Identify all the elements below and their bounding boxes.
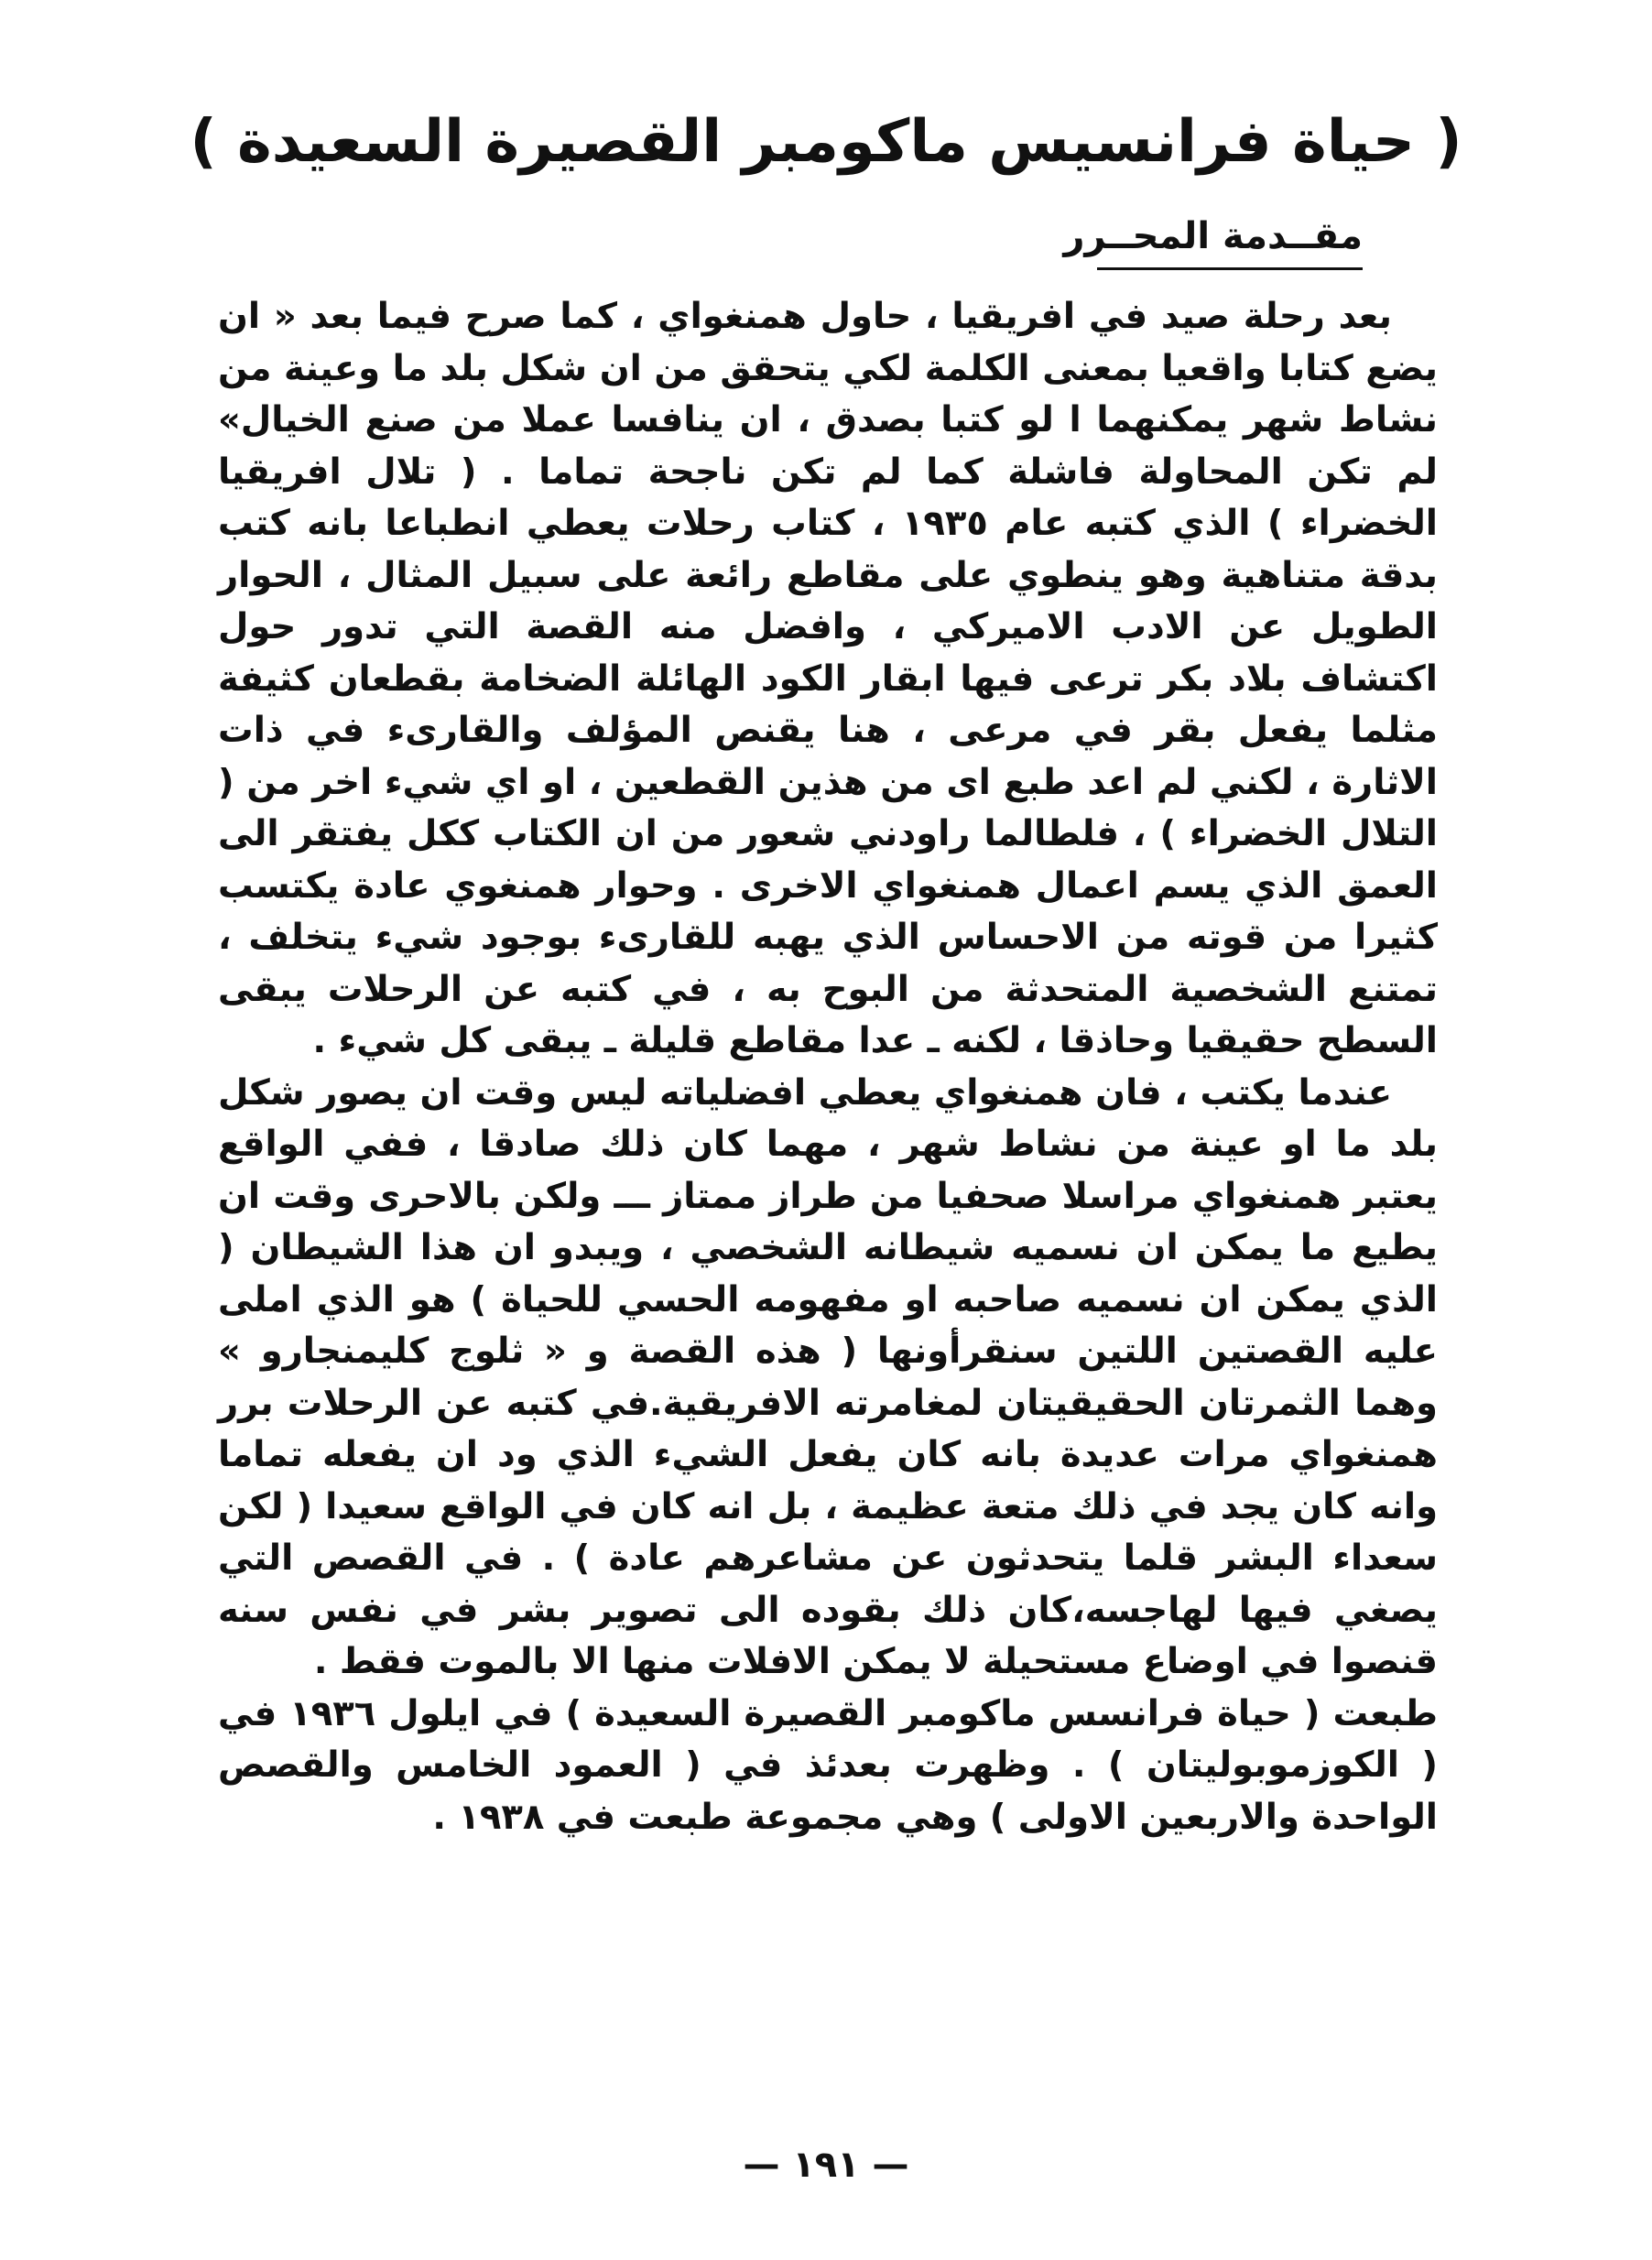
paragraph-3: طبعت ( حياة فرانسس ماكومبر القصيرة السعيدة ) في ايلول ١٩٣٦ في ( الكوزموبوليتان ) . وظهرت بعدئذ في ( العمود الخامس والقصص الواحدة والاربعين الاولى ) وهي مجموعة طبعت في ١٩٣٨ .	[218, 1692, 1438, 1838]
editor-introduction-heading: مقــدمة المحــرر	[1063, 215, 1363, 257]
body-text	[218, 291, 1438, 1843]
page-number: — ١٩١ —	[743, 2144, 909, 2186]
heading-underline	[1097, 267, 1363, 270]
paragraph-1: بعد رحلة صيد في افريقيا ، حاول همنغواي ، كما صرح فيما بعد « ان يضع كتابا واقعيا بمعنى الكلمة لكي يتحقق من ان شكل بلد ما وعينة من نشاط شهر يمكنهما ا لو كتبا بصدق ، ان ينافسا عملا من صنع الخيال» لم تكن المحاولة فاشلة كما لم تكن ناجحة تماما . ( تلال افريقيا الخضراء ) الذي كتبه عام ١٩٣٥ ، كتاب رحلات يعطي انطباعا بانه كتب بدقة متناهية وهو ينطوي على مقاطع رائعة على سبيل المثال ، الحوار الطويل عن الادب الاميركي ، وافضل منه القصة التي تدور حول اكتشاف بلاد بكر ترعى فيها ابقار الكود الهائلة الضخامة بقطعان كثيفة مثلما يفعل بقر في مرعى ، هنا يقنص المؤلف والقارىء في ذات الاثارة ، لكني لم اعد طبع اى من هذين القطعين ، او اي شيء اخر من ( التلال الخضراء ) ، فلطالما راودني شعور من ان الكتاب ككل يفتقر الى العمق الذي يسم اعمال همنغواي الاخرى . وحوار همنغوي عادة يكتسب كثيرا من قوته من الاحساس الذي يهبه للقارىء بوجود شيء يتخلف ، تمتنع الشخصية المتحدثة من البوح به ، في كتبه عن الرحلات يبقى السطح حقيقيا وحاذقا ، لكنه ـ عدا مقاطع قليلة ـ يبقى كل شيء .	[218, 296, 1438, 1061]
page-title: ( حياة فرانسيس ماكومبر القصيرة السعيدة )	[190, 108, 1462, 176]
paragraph-2: عندما يكتب ، فان همنغواي يعطي افضلياته ليس وقت ان يصور شكل بلد ما او عينة من نشاط شهر ، مهما كان ذلك صادقا ، ففي الواقع يعتبر همنغواي مراسلا صحفيا من طراز ممتاز ـــ ولكن بالاحرى وقت ان يطيع ما يمكن ان نسميه شيطانه الشخصي ، ويبدو ان هذا الشيطان ( الذي يمكن ان نسميه صاحبه او مفهومه الحسي للحياة ) هو الذي املى عليه القصتين اللتين سنقرأونها ( هذه القصة و « ثلوج كليمنجارو » وهما الثمرتان الحقيقيتان لمغامرته الافريقية.في كتبه عن الرحلات برر همنغواي مرات عديدة بانه كان يفعل الشيء الذي ود ان يفعله تماما وانه كان يجد في ذلك متعة عظيمة ، بل انه كان في الواقع سعيدا ( لكن سعداء البشر قلما يتحدثون عن مشاعرهم عادة ) . في القصص التي يصغي فيها لهاجسه،كان ذلك بقوده الى تصوير بشر في نفس سنه قنصوا في اوضاع مستحيلة لا يمكن الافلات منها الا بالموت فقط .	[218, 1071, 1438, 1682]
